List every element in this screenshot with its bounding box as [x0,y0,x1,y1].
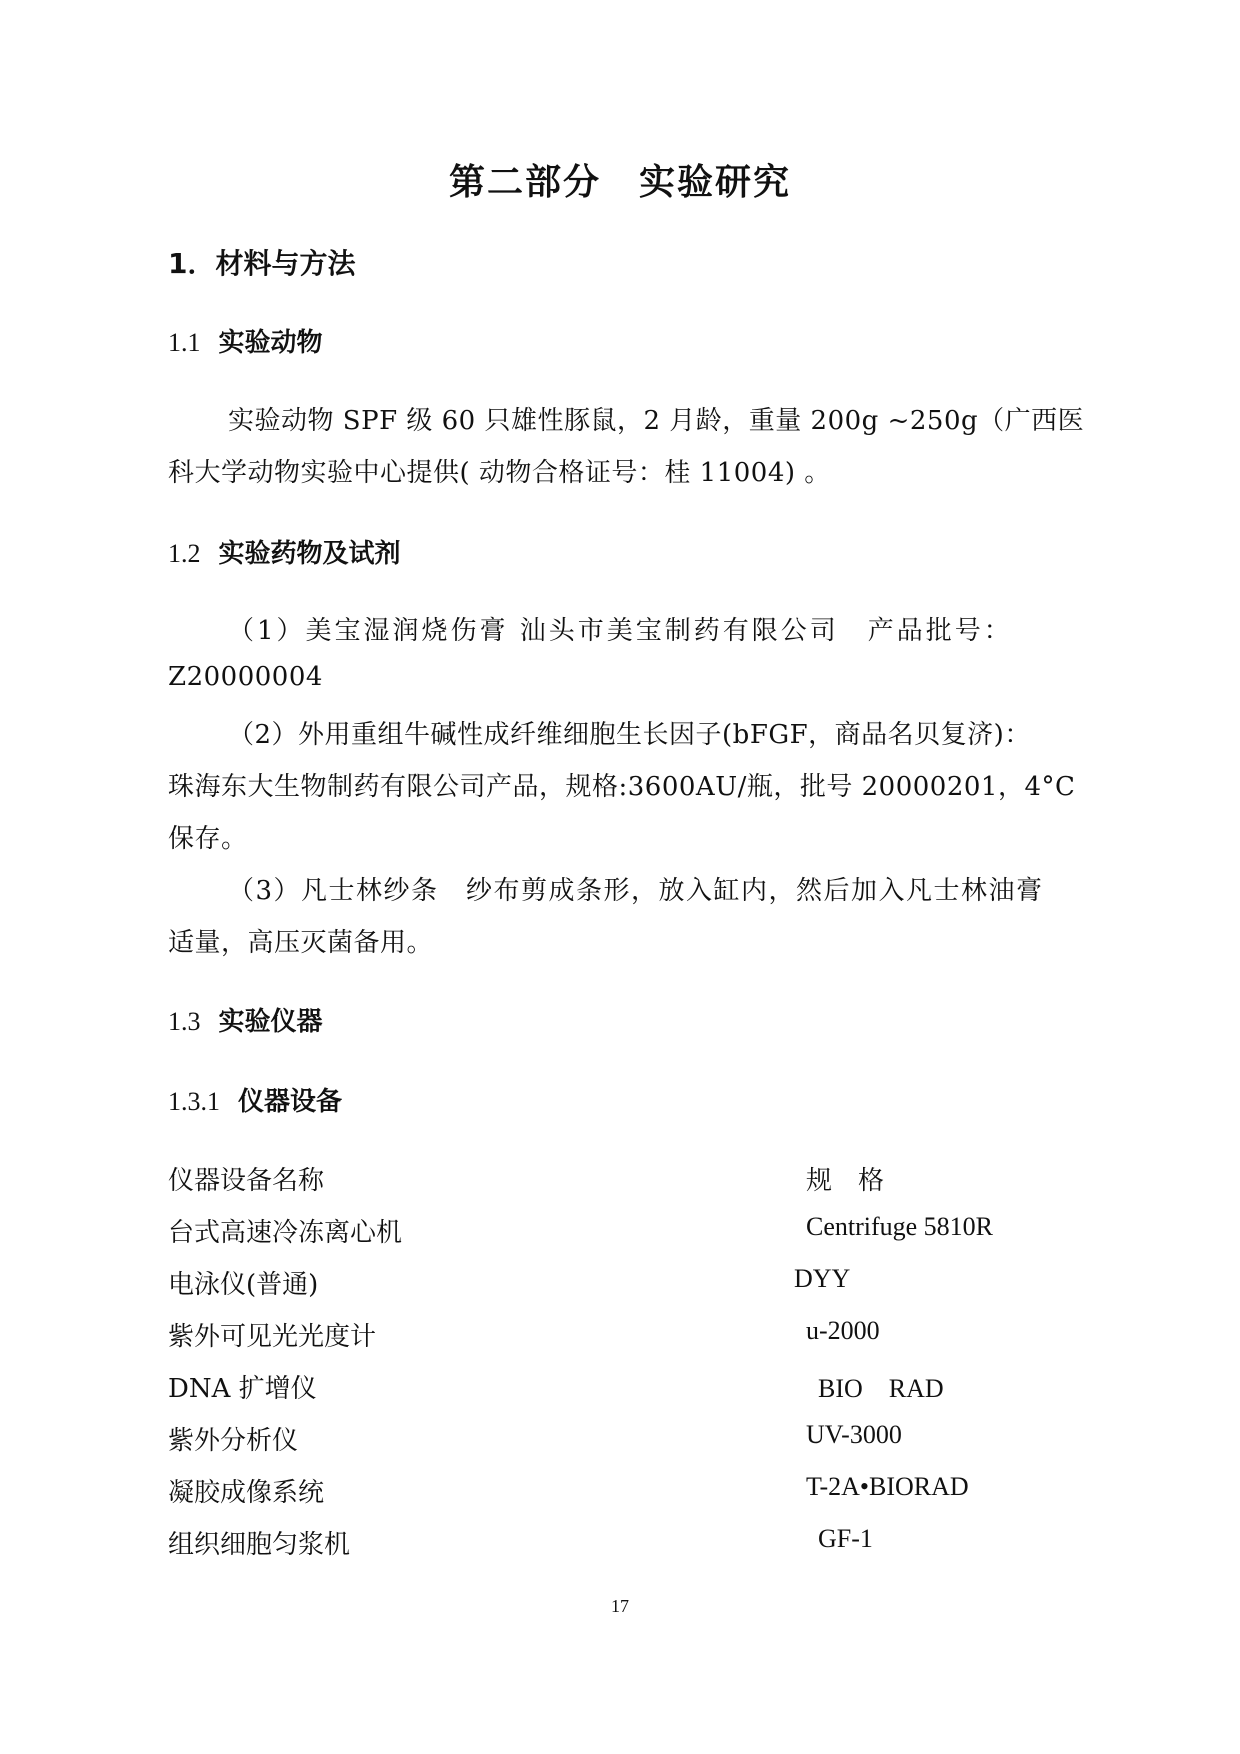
table-row-spec: GF-1 [818,1524,873,1553]
table-header-name: 仪器设备名称 [168,1166,325,1196]
section-heading-1-2 [168,533,401,570]
section-title: 实验动物 [218,328,323,358]
table-row-name: 组织细胞匀浆机 [168,1530,351,1560]
table-row-name: 凝胶成像系统 [168,1478,325,1508]
page-title: 第二部分 实验研究 [448,162,791,203]
table-row-spec: u-2000 [806,1316,880,1345]
section-heading-1-3 [168,1001,323,1038]
section-title: 仪器设备 [238,1087,343,1117]
table-row-name: 台式高速冷冻离心机 [168,1218,403,1248]
paragraph-line: 科大学动物实验中心提供( 动物合格证号：桂 11004) 。 [168,458,831,488]
section-heading-1: 1．材料与方法 [168,247,356,280]
table-row-spec: DYY [794,1264,851,1293]
page-number: 17 [611,1596,629,1616]
list-item-line: 保存。 [168,824,248,854]
list-item-line: 珠海东大生物制药有限公司产品，规格:3600AU/瓶，批号 20000201，4°C [168,772,1076,802]
list-item-line: （1）美宝湿润烧伤膏 汕头市美宝制药有限公司 产品批号： [228,616,1013,646]
section-heading-1-1 [168,322,323,359]
section-number: 1.1 [168,328,201,357]
list-item-line: Z20000004 [168,662,323,692]
table-header-spec: 规 格 [806,1166,885,1195]
table-row-name: 电泳仪(普通) [168,1270,319,1300]
table-row-name: 紫外分析仪 [168,1426,299,1456]
section-title: 实验药物及试剂 [218,539,401,569]
section-number: 1.2 [168,539,201,568]
section-number: 1.3.1 [168,1087,220,1116]
table-row-spec: Centrifuge 5810R [806,1212,994,1241]
section-number: 1.3 [168,1007,201,1036]
table-row-spec: BIO RAD [818,1374,944,1403]
paragraph-line: 实验动物 SPF 级 60 只雄性豚鼠，2 月龄，重量 200g ~250g（广西医 [228,406,1085,436]
section-title: 实验仪器 [218,1007,323,1037]
list-item-line: （3）凡士林纱条 纱布剪成条形，放入缸内，然后加入凡士林油膏 [228,876,1044,906]
table-row-spec: UV-3000 [806,1420,902,1449]
section-heading-1-3-1 [168,1081,342,1118]
list-item-line: （2）外用重组牛碱性成纤维细胞生长因子(bFGF，商品名贝复济)： [228,720,1031,750]
table-row-name: 紫外可见光光度计 [168,1322,377,1352]
table-row-spec: T-2A•BIORAD [806,1472,969,1501]
table-row-name: DNA 扩增仪 [168,1374,317,1404]
list-item-line: 适量，高压灭菌备用。 [168,928,434,958]
